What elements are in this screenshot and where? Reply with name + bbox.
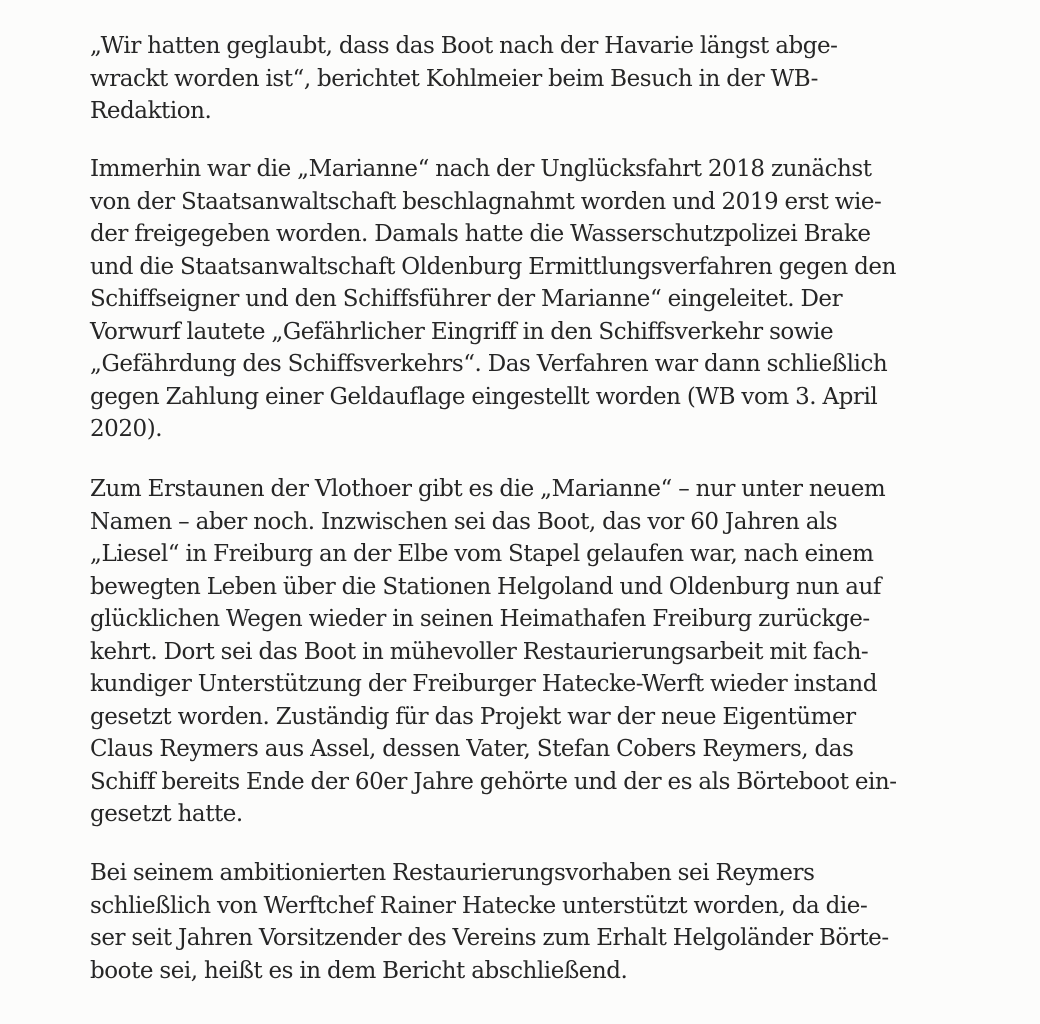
- text-line: von der Staatsanwaltschaft beschlagnahmt worden und 2019 erst wie-: [90, 188, 882, 215]
- text-line: kehrt. Dort sei das Boot in mühevoller Restaurierungsarbeit mit fach-: [90, 638, 869, 665]
- text-line: gesetzt worden. Zuständig für das Projekt war der neue Eigentümer: [90, 703, 856, 730]
- text-line: gesetzt hatte.: [90, 801, 243, 827]
- text-line: 2020).: [90, 416, 163, 442]
- paragraph-conclusion: [90, 857, 889, 987]
- text-line: glücklichen Wegen wieder in seinen Heimathafen Freiburg zurückge-: [90, 606, 870, 632]
- text-line: bewegten Leben über die Stationen Helgoland und Oldenburg nun auf: [90, 573, 881, 600]
- text-line: Vorwurf lautete „Gefährlicher Eingriff in den Schiffsverkehr sowie: [90, 318, 834, 345]
- text-line: Schiffseigner und den Schiffsführer der Marianne“ eingeleitet. Der: [90, 286, 843, 312]
- text-line: Redaktion.: [90, 98, 212, 124]
- text-line: Bei seinem ambitionierten Restaurierungsvorhaben sei Reymers: [90, 860, 815, 886]
- text-line: Zum Erstaunen der Vlothoer gibt es die „Marianne“ – nur unter neuem: [90, 476, 886, 502]
- text-line: Schiff bereits Ende der 60er Jahre gehörte und der es als Börteboot ein-: [90, 768, 897, 795]
- text-line: Claus Reymers aus Assel, dessen Vater, Stefan Cobers Reymers, das: [90, 736, 854, 762]
- text-line: kundiger Unterstützung der Freiburger Hatecke-Werft wieder instand: [90, 671, 878, 697]
- text-line: „Liesel“ in Freiburg an der Elbe vom Stapel gelaufen war, nach einem: [90, 541, 874, 567]
- text-line: boote sei, heißt es in dem Bericht abschließend.: [90, 957, 628, 984]
- text-line: schließlich von Werftchef Rainer Hatecke unterstützt worden, da die-: [90, 892, 868, 919]
- text-line: „Gefährdung des Schiffsverkehrs“. Das Verfahren war dann schließlich: [90, 351, 888, 377]
- text-line: Immerhin war die „Marianne“ nach der Unglücksfahrt 2018 zunächst: [90, 156, 872, 182]
- text-line: ser seit Jahren Vorsitzender des Vereins zum Erhalt Helgoländer Börte-: [90, 925, 889, 951]
- text-line: „Wir hatten geglaubt, dass das Boot nach der Havarie längst abge-: [90, 33, 838, 59]
- text-line: Namen – aber noch. Inzwischen sei das Boot, das vor 60 Jahren als: [90, 508, 838, 535]
- paragraph-seizure: [90, 153, 896, 446]
- paragraph-restoration: [90, 473, 897, 831]
- text-line: gegen Zahlung einer Geldauflage eingestellt worden (WB vom 3. April: [90, 383, 878, 410]
- text-line: wrackt worden ist“, berichtet Kohlmeier beim Besuch in der WB-: [90, 65, 819, 92]
- text-line: der freigegeben worden. Damals hatte die Wasserschutzpolizei Brake: [90, 221, 871, 247]
- text-line: und die Staatsanwaltschaft Oldenburg Ermittlungsverfahren gegen den: [90, 253, 896, 280]
- paragraph-quote: [90, 30, 838, 128]
